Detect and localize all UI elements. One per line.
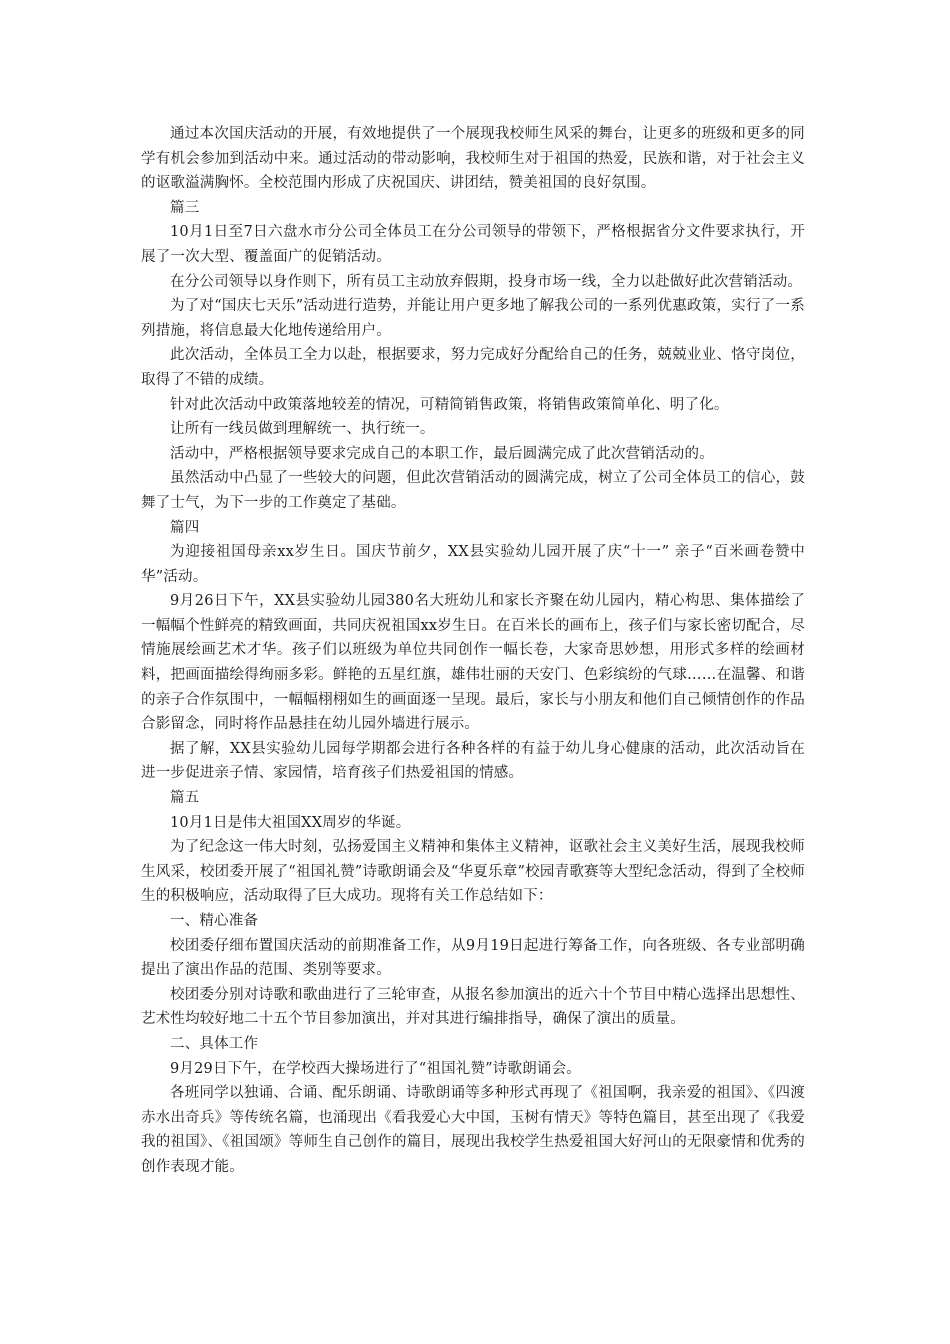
paragraph: 各班同学以独诵、合诵、配乐朗诵、诗歌朗诵等多种形式再现了《祖国啊，我亲爱的祖国》、《四渡赤水出奇兵》等传统名篇，也涌现出《看我爱心大中国，玉树有情天》等特色篇目，甚至出现了《我爱我的祖国》、《祖国颂》等师生自己创作的篇目，展现出我校学生热爱祖国大好河山的无限豪情和优秀的创作表现才能。 <box>141 1085 805 1175</box>
paragraph: 针对此次活动中政策落地较差的情况，可精简销售政策，将销售政策简单化、明了化。 <box>170 396 729 413</box>
paragraph: 校团委仔细布置国庆活动的前期准备工作，从9月19日起进行筹备工作，向各班级、各专业部明确提出了演出作品的范围、类别等要求。 <box>141 937 805 979</box>
paragraph: 据了解，XX县实验幼儿园每学期都会进行各种各样的有益于幼儿身心健康的活动，此次活动旨在进一步促进亲子情、家园情，培育孩子们热爱祖国的情感。 <box>141 740 805 782</box>
paragraph: 此次活动，全体员工全力以赴，根据要求，努力完成好分配给自己的任务，兢兢业业、恪守岗位，取得了不错的成绩。 <box>141 347 805 388</box>
section-heading: 篇四 <box>170 519 200 536</box>
paragraph: 活动中，严格根据领导要求完成自己的本职工作，最后圆满完成了此次营销活动的。 <box>170 445 714 462</box>
paragraph: 为迎接祖国母亲xx岁生日。国庆节前夕，XX县实验幼儿园开展了庆“十一” 亲子“百米画卷赞中华”活动。 <box>141 544 805 585</box>
paragraph: 10月1日至7日六盘水市分公司全体员工在分公司领导的带领下，严格根据省分文件要求执行，开展了一次大型、覆盖面广的促销活动。 <box>141 224 805 265</box>
section-heading: 二、具体工作 <box>170 1035 259 1052</box>
paragraph: 为了对“国庆七天乐”活动进行造势，并能让用户更多地了解我公司的一系列优惠政策，实行了一系列措施，将信息最大化地传递给用户。 <box>141 298 805 339</box>
paragraph: 虽然活动中凸显了一些较大的问题，但此次营销活动的圆满完成，树立了公司全体员工的信心，鼓舞了士气，为下一步的工作奠定了基础。 <box>141 470 805 511</box>
paragraph: 通过本次国庆活动的开展，有效地提供了一个展现我校师生风采的舞台，让更多的班级和更多的同学有机会参加到活动中来。通过活动的带动影响，我校师生对于祖国的热爱，民族和谐，对于社会主义的讴歌溢满胸怀。全校范围内形成了庆祝国庆、讲团结，赞美祖国的良好氛围。 <box>141 126 805 192</box>
paragraph: 为了纪念这一伟大时刻，弘扬爱国主义精神和集体主义精神，讴歌社会主义美好生活，展现我校师生风采，校团委开展了“祖国礼赞”诗歌朗诵会及“华夏乐章”校园青歌赛等大型纪念活动，得到了全校师生的积极响应，活动取得了巨大成功。现将有关工作总结如下： <box>141 839 805 905</box>
section-heading: 一、精心准备 <box>170 913 259 929</box>
paragraph: 9月29日下午，在学校西大操场进行了“祖国礼赞”诗歌朗诵会。 <box>170 1060 581 1077</box>
paragraph: 9月26日下午，XX县实验幼儿园380名大班幼儿和家长齐聚在幼儿园内，精心构思、集体描绘了一幅幅个性鲜亮的精致画面，共同庆祝祖国xx岁生日。在百米长的画布上，孩子们与家长密切配合，尽情施展绘画艺术才华。孩子们以班级为单位共同创作一幅长卷，大家奇思妙想，用形式多样的绘画材料，把画面描绘得绚丽多彩。鲜艳的五星红旗，雄伟壮丽的天安门、色彩缤纷的气球……在温馨、和谐的亲子合作氛围中，一幅幅栩栩如生的画面逐一呈现。最后，家长与小朋友和他们自己倾情创作的作品合影留念，同时将作品悬挂在幼儿园外墙进行展示。 <box>141 593 805 733</box>
section-heading: 篇三 <box>170 199 200 216</box>
paragraph: 10月1日是伟大祖国XX周岁的华诞。 <box>170 814 411 831</box>
paragraph: 在分公司领导以身作则下，所有员工主动放弃假期，投身市场一线，全力以赴做好此次营销活动。 <box>170 273 803 290</box>
paragraph: 校团委分别对诗歌和歌曲进行了三轮审查，从报名参加演出的近六十个节目中精心选择出思想性、艺术性均较好地二十五个节目参加演出，并对其进行编排指导，确保了演出的质量。 <box>141 986 805 1028</box>
document-body <box>141 122 805 1180</box>
section-heading: 篇五 <box>170 790 200 807</box>
paragraph: 让所有一线员做到理解统一、执行统一。 <box>170 421 435 438</box>
